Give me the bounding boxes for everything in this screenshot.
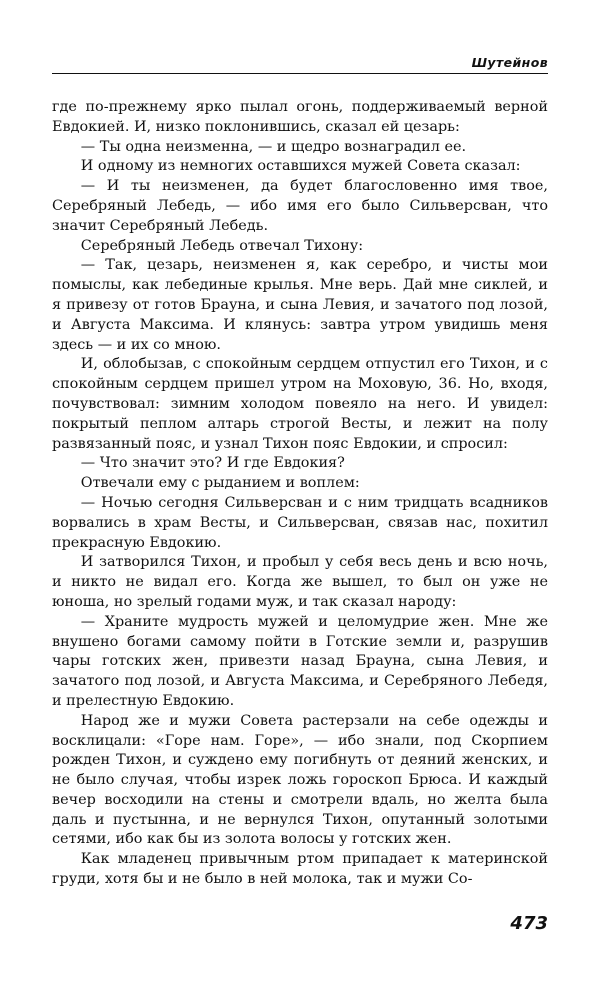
running-title: Шутейнов: [471, 55, 548, 70]
paragraph: — Что значит это? И где Евдокия?: [80, 455, 345, 472]
paragraph: И, облобызав, с спокойным сердцем отпустил его Тихон, и с спокойным сердцем пришел утром на Моховую, 36. Но, входя, почувствовал: зимним холодом повеяло на него. И увидел: покрытый пеплом алтарь строгой Весты, и лежит на полу развязанный пояс, и узнал Тихон пояс Евдокии, и спросил:: [52, 356, 548, 452]
paragraph: И одному из немногих оставшихся мужей Совета сказал:: [80, 158, 521, 175]
paragraph: — Ночью сегодня Сильверсван и с ним тридцать всадников ворвались в храм Весты, и Сильверсван, связав нас, похитил прекрасную Евдокию.: [52, 494, 548, 551]
paragraph: Серебряный Лебедь отвечал Тихону:: [80, 237, 364, 254]
paragraph: — И ты неизменен, да будет благословенно имя твое, Серебряный Лебедь, — ибо имя его было Сильверсван, что значит Серебряный Лебедь.: [52, 178, 548, 234]
page-number: 473: [510, 913, 548, 934]
body-text: [52, 98, 548, 890]
paragraph: Отвечали ему с рыданием и воплем:: [80, 475, 360, 492]
paragraph: Как младенец привычным ртом припадает к материнской груди, хотя бы и не было в ней молока, так и мужи Со-: [52, 851, 548, 888]
paragraph: — Так, цезарь, неизменен я, как серебро, и чисты мои помыслы, как лебединые крылья. Мне верь. Дай мне сиклей, и я привезу от готов Брауна, и сына Левия, и зачатого под лозой, и Августа Максима. И клянусь: завтра утром увидишь меня здесь — и их со мною.: [52, 257, 548, 353]
running-header: [52, 55, 548, 74]
paragraph: — Храните мудрость мужей и целомудрие жен. Мне же внушено богами самому пойти в Готские земли и, разрушив чары готских жен, привезти назад Брауна, сына Левия, и зачатого под лозой, и Августа Максима, и Серебряного Лебедя, и прелестную Евдокию.: [52, 613, 548, 709]
paragraph: Народ же и мужи Совета растерзали на себе одежды и восклицали: «Горе нам. Горе», — ибо знали, под Скорпием рожден Тихон, и суждено ему погибнуть от деяний женских, и не было случая, чтобы изрек ложь гороскоп Брюса. И каждый вечер восходили на стены и смотрели вдаль, но желта была даль и пустынна, и не вернулся Тихон, опутанный золотыми сетями, ибо как бы из золота волосы у готских жен.: [52, 712, 548, 848]
paragraph: где по-прежнему ярко пылал огонь, поддерживаемый верной Евдокией. И, низко поклонившись, сказал ей цезарь:: [52, 99, 548, 135]
paragraph: — Ты одна неизменна, — и щедро вознаградил ее.: [80, 138, 467, 155]
paragraph: И затворился Тихон, и пробыл у себя весь день и всю ночь, и никто не видал его. Когда же вышел, то был он уже не юноша, но зрелый годами муж, и так сказал народу:: [52, 554, 548, 610]
